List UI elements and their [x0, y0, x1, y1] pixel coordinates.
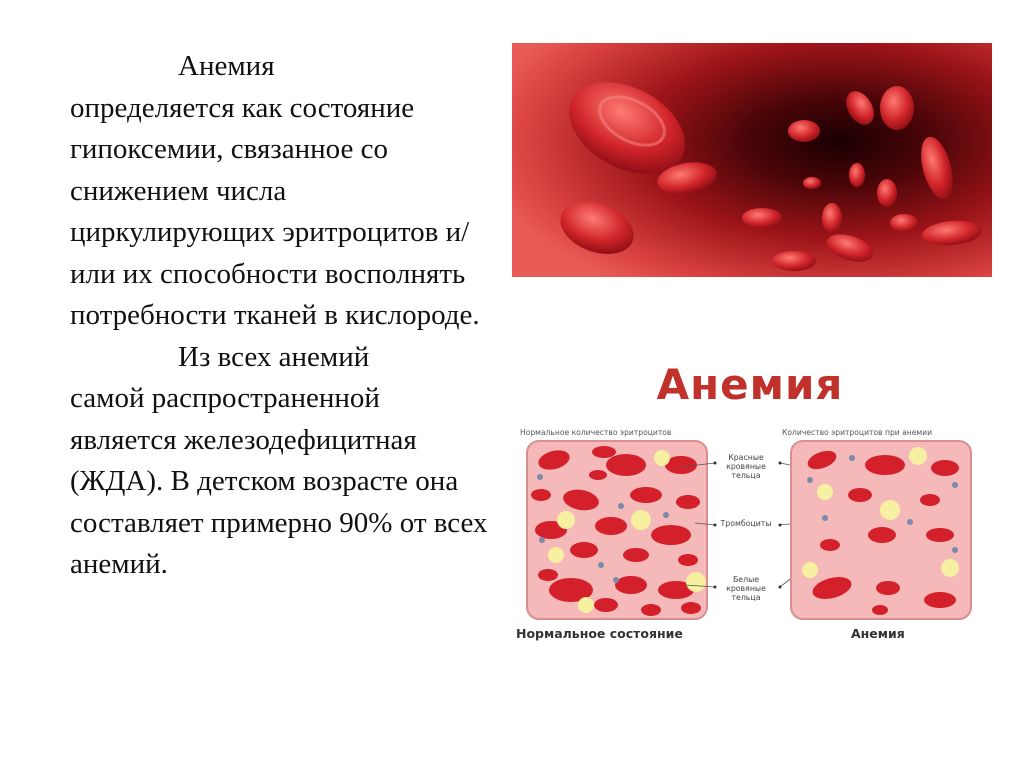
paragraph-1	[70, 46, 490, 337]
callout-white-cells: Белые кровяные тельца	[726, 575, 766, 602]
paragraph-2	[70, 337, 490, 586]
infographic-title: Анемия	[656, 360, 844, 409]
paragraph-1-first-line: Анемия	[178, 50, 275, 82]
anemia-panel-caption: Анемия	[851, 626, 905, 641]
left-panel-label: Нормальное количество эритроцитов	[520, 428, 672, 437]
anemia-blood-panel	[790, 440, 972, 620]
paragraph-2-body: самой распространенной является железодефицитная (ЖДА). В детском возрасте она составляет примерно 90% от всех анемий.	[70, 382, 488, 580]
anemia-infographic	[510, 355, 990, 655]
callout-platelets: Тромбоциты	[720, 519, 772, 528]
callout-red-cells: Красные кровяные тельца	[726, 453, 766, 480]
paragraph-1-body: определяется как состояние гипоксемии, связанное со снижением числа циркулирующих эритроцитов и/или их способности восполнять потребности тканей в кислороде.	[70, 91, 480, 331]
paragraph-2-first-line: Из всех анемий	[178, 340, 370, 373]
right-panel-label: Количество эритроцитов при анемии	[782, 428, 933, 437]
body-text	[70, 46, 490, 586]
normal-panel-caption: Нормальное состояние	[516, 626, 683, 641]
blood-vessel-image	[512, 43, 992, 277]
